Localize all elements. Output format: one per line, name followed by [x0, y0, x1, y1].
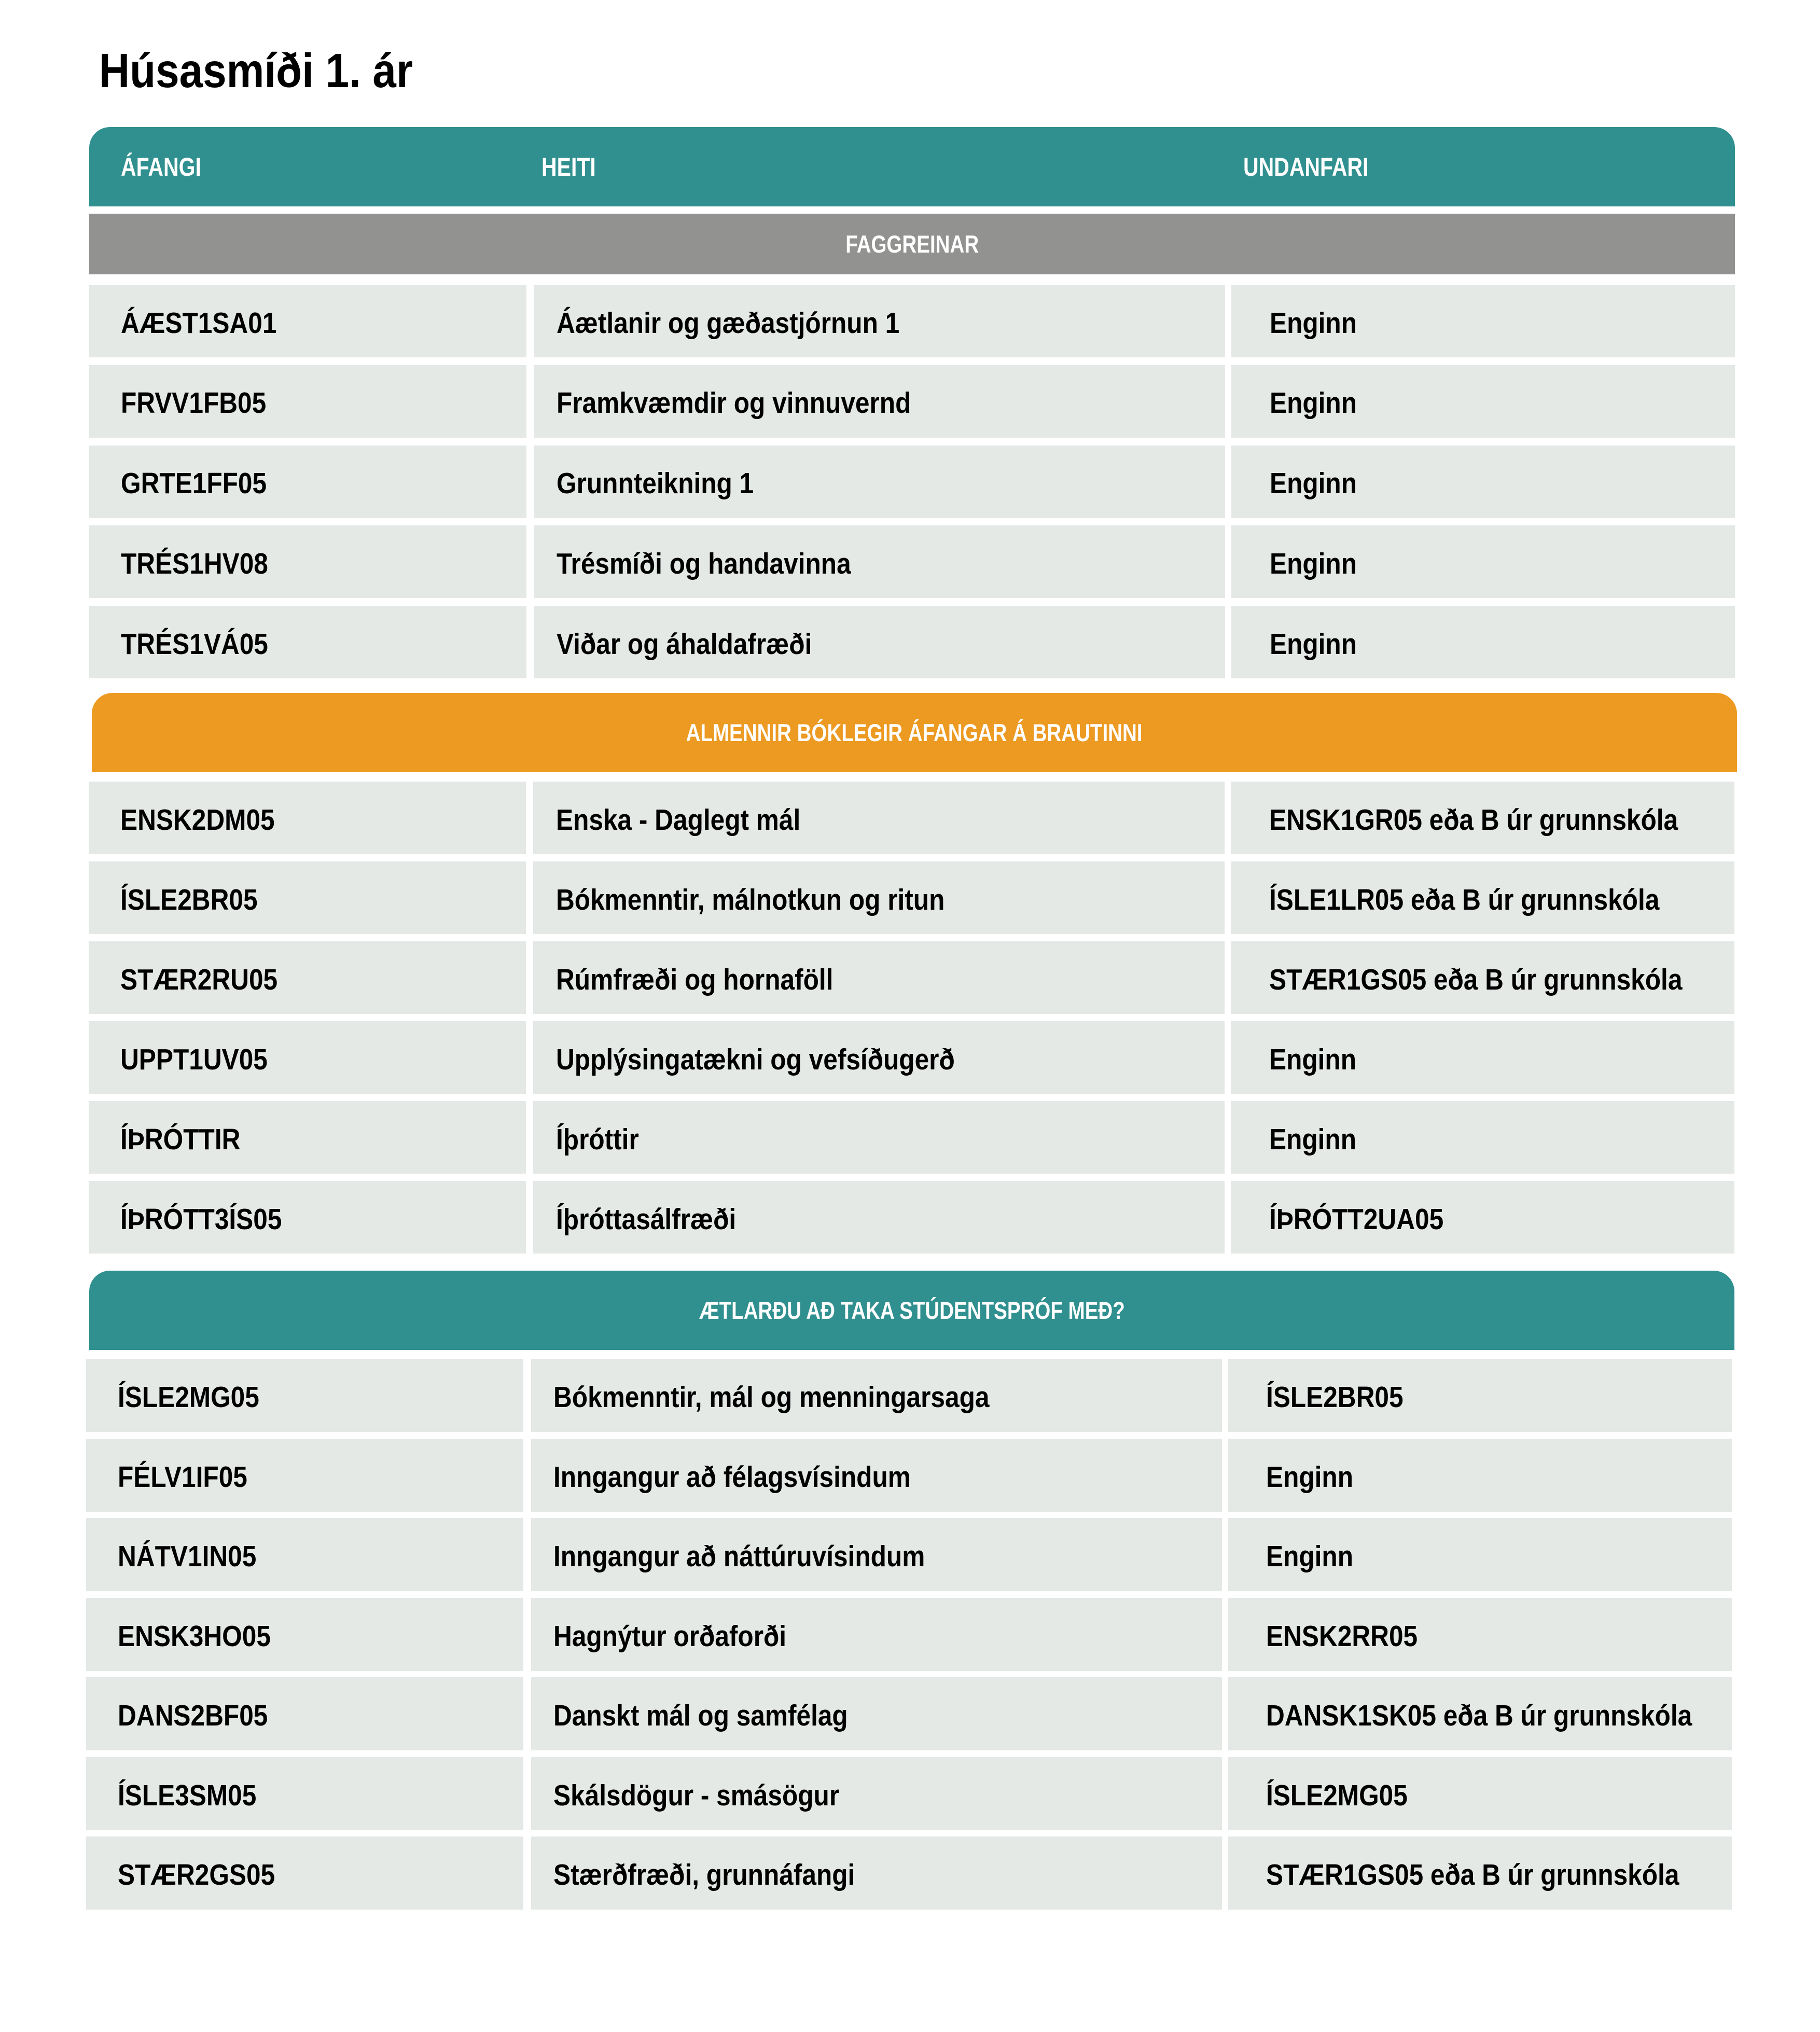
prerequisite: Enginn: [1269, 1122, 1357, 1156]
cell-heiti: [531, 1518, 1222, 1591]
table-row: [89, 285, 1735, 357]
course-code: ÍSLE2MG05: [118, 1381, 259, 1414]
column-header-afangi-label: ÁFANGI: [121, 152, 201, 182]
prerequisite: ÍSLE1LR05 eða B úr grunnskóla: [1269, 883, 1660, 916]
course-code: FÉLV1IF05: [118, 1460, 247, 1494]
cell-undanfari: [1228, 1598, 1732, 1671]
table-row: [89, 365, 1735, 438]
cell-afangi: [89, 285, 526, 357]
prerequisite: ENSK2RR05: [1266, 1619, 1418, 1653]
course-name: Rúmfræði og hornaföll: [556, 963, 833, 996]
cell-afangi: [89, 365, 526, 438]
cell-heiti: [531, 1439, 1222, 1512]
cell-undanfari: [1231, 941, 1734, 1014]
column-header-undanfari-label: UNDANFARI: [1243, 152, 1369, 182]
course-code: ENSK3HO05: [118, 1619, 271, 1653]
course-name: Inngangur að náttúruvísindum: [553, 1540, 925, 1574]
course-code: DANS2BF05: [118, 1699, 268, 1733]
course-name: Upplýsingatækni og vefsíðugerð: [556, 1042, 955, 1076]
cell-afangi: [89, 861, 526, 934]
page-title: Húsasmíði 1. ár: [99, 44, 413, 98]
section-rows-faggreinar: [89, 285, 1735, 678]
cell-afangi: [86, 1836, 523, 1910]
course-code: ÍSLE3SM05: [118, 1778, 257, 1812]
cell-afangi: [86, 1359, 523, 1432]
cell-heiti: [534, 365, 1225, 438]
cell-heiti: [533, 941, 1225, 1014]
column-header-heiti-label: HEITI: [541, 152, 596, 182]
cell-afangi: [89, 446, 526, 518]
prerequisite: STÆR1GS05 eða B úr grunnskóla: [1266, 1858, 1679, 1892]
section-rows-studentsprof: [86, 1359, 1732, 1910]
cell-heiti: [534, 525, 1225, 598]
table-row: [86, 1439, 1732, 1512]
table-row: [89, 1181, 1734, 1254]
cell-afangi: [89, 1021, 526, 1094]
table-row: [86, 1836, 1732, 1910]
prerequisite: ÍSLE2BR05: [1266, 1381, 1404, 1414]
section-header-studentsprof: [89, 1271, 1734, 1350]
cell-heiti: [533, 1021, 1225, 1094]
course-name: Hagnýtur orðaforði: [553, 1619, 787, 1653]
prerequisite: Enginn: [1269, 1042, 1357, 1076]
cell-undanfari: [1231, 1021, 1734, 1094]
section-header-faggreinar: [89, 214, 1735, 274]
course-name: Framkvæmdir og vinnuvernd: [557, 386, 911, 420]
cell-afangi: [86, 1757, 523, 1830]
course-name: Grunnteikning 1: [557, 467, 754, 500]
course-code: TRÉS1HV08: [121, 547, 268, 580]
course-name: Enska - Daglegt mál: [556, 803, 801, 837]
cell-afangi: [89, 606, 526, 678]
cell-undanfari: [1228, 1757, 1732, 1830]
section-header-almennir-boklegir: [92, 693, 1737, 772]
cell-undanfari: [1231, 1101, 1734, 1174]
cell-undanfari: [1231, 285, 1735, 357]
table-row: [86, 1359, 1732, 1432]
course-name: Íþróttasálfræði: [556, 1202, 737, 1236]
prerequisite: STÆR1GS05 eða B úr grunnskóla: [1269, 963, 1683, 996]
course-code: UPPT1UV05: [120, 1042, 268, 1076]
prerequisite: Enginn: [1266, 1540, 1354, 1574]
cell-undanfari: [1231, 365, 1735, 438]
course-name: Trésmíði og handavinna: [557, 547, 851, 580]
course-name: Stærðfræði, grunnáfangi: [553, 1858, 855, 1892]
prerequisite: Enginn: [1270, 547, 1357, 580]
course-code: STÆR2GS05: [118, 1858, 275, 1892]
cell-undanfari: [1231, 606, 1735, 678]
column-header-afangi: [121, 154, 219, 180]
course-code: NÁTV1IN05: [118, 1540, 257, 1574]
cell-afangi: [89, 1101, 526, 1174]
table-row: [89, 606, 1735, 678]
cell-heiti: [534, 606, 1225, 678]
cell-heiti: [531, 1677, 1222, 1750]
course-name: Áætlanir og gæðastjórnun 1: [557, 306, 900, 340]
course-code: ÍÞRÓTTIR: [120, 1122, 241, 1156]
prerequisite: Enginn: [1270, 467, 1357, 500]
table-column-header: [89, 127, 1735, 206]
prerequisite: ENSK1GR05 eða B úr grunnskóla: [1269, 803, 1678, 837]
table-row: [89, 1021, 1734, 1094]
table-row: [86, 1677, 1732, 1750]
table-row: [89, 782, 1734, 854]
prerequisite: Enginn: [1270, 627, 1357, 661]
table-row: [89, 861, 1734, 934]
cell-heiti: [533, 1181, 1225, 1254]
prerequisite: Enginn: [1270, 386, 1357, 420]
cell-heiti: [531, 1836, 1222, 1910]
cell-heiti: [534, 285, 1225, 357]
cell-afangi: [86, 1518, 523, 1591]
cell-heiti: [534, 446, 1225, 518]
course-name: Skálsdögur - smásögur: [553, 1778, 840, 1812]
course-code: GRTE1FF05: [121, 467, 267, 500]
cell-undanfari: [1231, 446, 1735, 518]
course-code: ENSK2DM05: [120, 803, 275, 837]
table-row: [86, 1598, 1732, 1671]
column-header-undanfari: [1243, 154, 1396, 180]
course-name: Inngangur að félagsvísindum: [553, 1460, 911, 1494]
cell-undanfari: [1228, 1518, 1732, 1591]
cell-afangi: [89, 1181, 526, 1254]
cell-afangi: [86, 1598, 523, 1671]
cell-undanfari: [1231, 1181, 1734, 1254]
table-row: [89, 525, 1735, 598]
cell-undanfari: [1231, 861, 1734, 934]
course-code: STÆR2RU05: [120, 963, 278, 996]
cell-heiti: [531, 1757, 1222, 1830]
table-row: [89, 1101, 1734, 1174]
course-code: TRÉS1VÁ05: [121, 627, 268, 661]
course-name: Danskt mál og samfélag: [553, 1699, 848, 1733]
cell-undanfari: [1228, 1439, 1732, 1512]
section-title: FAGGREINAR: [845, 230, 979, 258]
table-row: [89, 446, 1735, 518]
cell-afangi: [89, 525, 526, 598]
cell-heiti: [533, 861, 1225, 934]
cell-undanfari: [1231, 525, 1735, 598]
cell-afangi: [89, 941, 526, 1014]
cell-afangi: [86, 1677, 523, 1750]
column-header-heiti: [541, 154, 608, 180]
cell-undanfari: [1228, 1359, 1732, 1432]
course-name: Bókmenntir, málnotkun og ritun: [556, 883, 945, 916]
prerequisite: ÍSLE2MG05: [1266, 1778, 1408, 1812]
course-code: ÍÞRÓTT3ÍS05: [120, 1202, 282, 1236]
cell-afangi: [86, 1439, 523, 1512]
cell-afangi: [89, 782, 526, 854]
cell-undanfari: [1228, 1677, 1732, 1750]
section-title: ÆTLARÐU AÐ TAKA STÚDENTSPRÓF MEÐ?: [699, 1297, 1125, 1324]
course-name: Viðar og áhaldafræði: [557, 627, 812, 661]
prerequisite: Enginn: [1270, 306, 1357, 340]
cell-heiti: [533, 1101, 1225, 1174]
course-name: Íþróttir: [556, 1122, 639, 1156]
table-row: [86, 1518, 1732, 1591]
prerequisite: ÍÞRÓTT2UA05: [1269, 1202, 1444, 1236]
section-title: ALMENNIR BÓKLEGIR ÁFANGAR Á BRAUTINNI: [686, 719, 1143, 746]
course-code: ÍSLE2BR05: [120, 883, 258, 916]
cell-heiti: [533, 782, 1225, 854]
cell-heiti: [531, 1359, 1222, 1432]
cell-undanfari: [1228, 1836, 1732, 1910]
table-row: [89, 941, 1734, 1014]
prerequisite: Enginn: [1266, 1460, 1354, 1494]
prerequisite: DANSK1SK05 eða B úr grunnskóla: [1266, 1699, 1692, 1733]
cell-undanfari: [1231, 782, 1734, 854]
course-code: ÁÆST1SA01: [121, 306, 277, 340]
section-rows-almennir-boklegir: [89, 782, 1734, 1254]
course-code: FRVV1FB05: [121, 386, 267, 420]
course-name: Bókmenntir, mál og menningarsaga: [553, 1381, 990, 1414]
table-row: [86, 1757, 1732, 1830]
cell-heiti: [531, 1598, 1222, 1671]
